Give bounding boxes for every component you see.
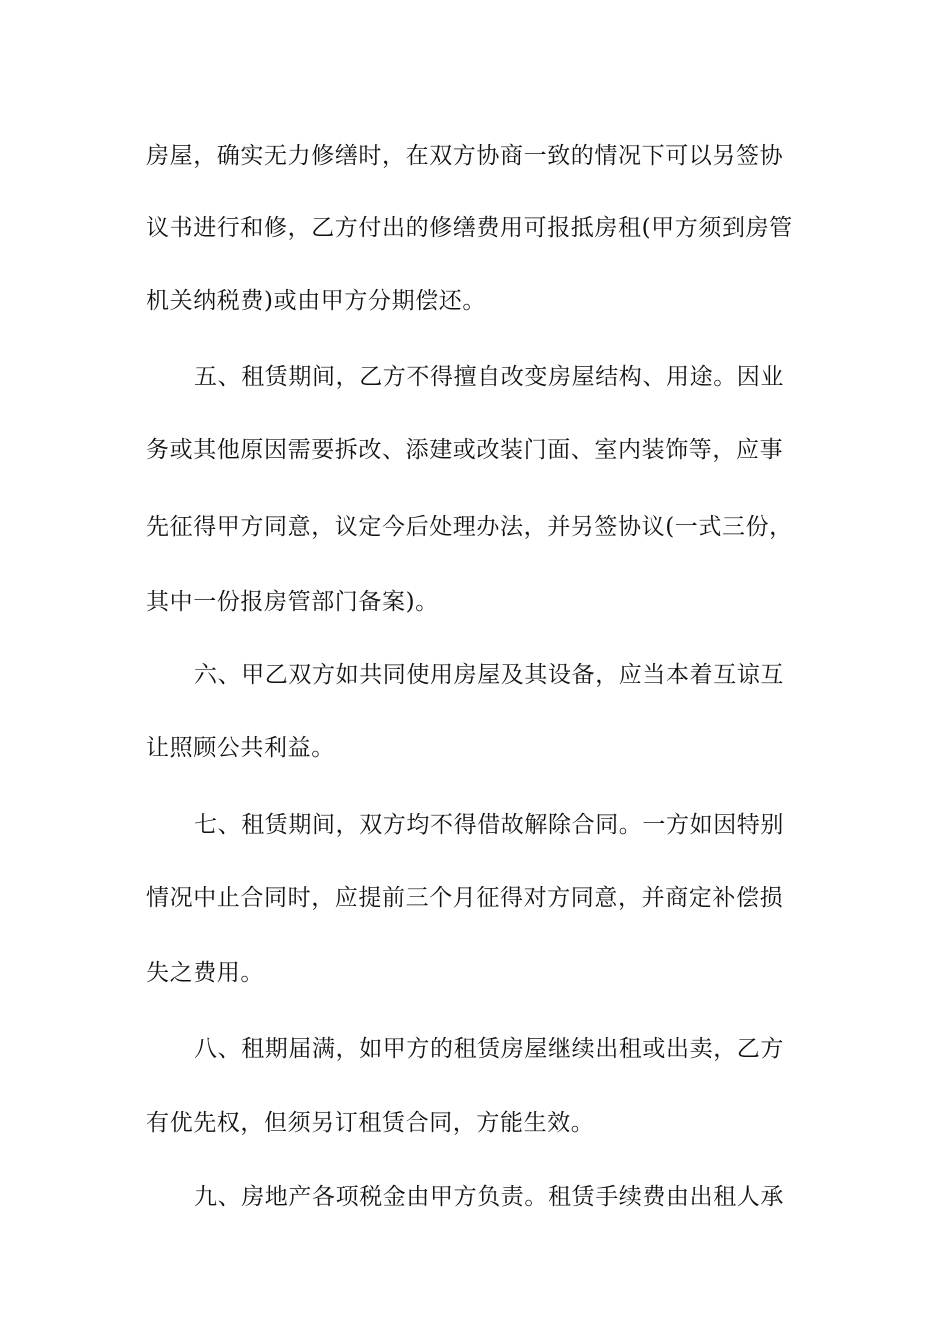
text-line: 务或其他原因需要拆改、添建或改装门面、室内装饰等，应事 (146, 437, 784, 463)
text-line: 机关纳税费)或由甲方分期偿还。 (146, 288, 486, 314)
paragraph-nine-start: 九、房地产各项税金由甲方负责。租赁手续费由出租人承 (194, 1184, 784, 1210)
text-line: 房屋，确实无力修缮时，在双方协商一致的情况下可以另签协 (146, 143, 784, 169)
text-line: 议书进行和修，乙方付出的修缮费用可报抵房租(甲方须到房管 (146, 215, 793, 241)
text-line: 让照顾公共利益。 (146, 735, 335, 761)
text-line: 先征得甲方同意，议定今后处理办法，并另签协议(一式三份， (146, 514, 793, 540)
text-line: 情况中止合同时，应提前三个月征得对方同意，并商定补偿损 (146, 885, 784, 911)
paragraph-six-start: 六、甲乙双方如共同使用房屋及其设备，应当本着互谅互 (194, 662, 784, 688)
paragraph-five-start: 五、租赁期间，乙方不得擅自改变房屋结构、用途。因业 (194, 364, 784, 390)
paragraph-eight-start: 八、租期届满，如甲方的租赁房屋继续出租或出卖，乙方 (194, 1036, 784, 1062)
text-line: 有优先权，但须另订租赁合同，方能生效。 (146, 1110, 595, 1136)
paragraph-seven-start: 七、租赁期间，双方均不得借故解除合同。一方如因特别 (194, 812, 784, 838)
text-line: 其中一份报房管部门备案)。 (146, 589, 439, 615)
text-line: 失之费用。 (146, 960, 264, 986)
